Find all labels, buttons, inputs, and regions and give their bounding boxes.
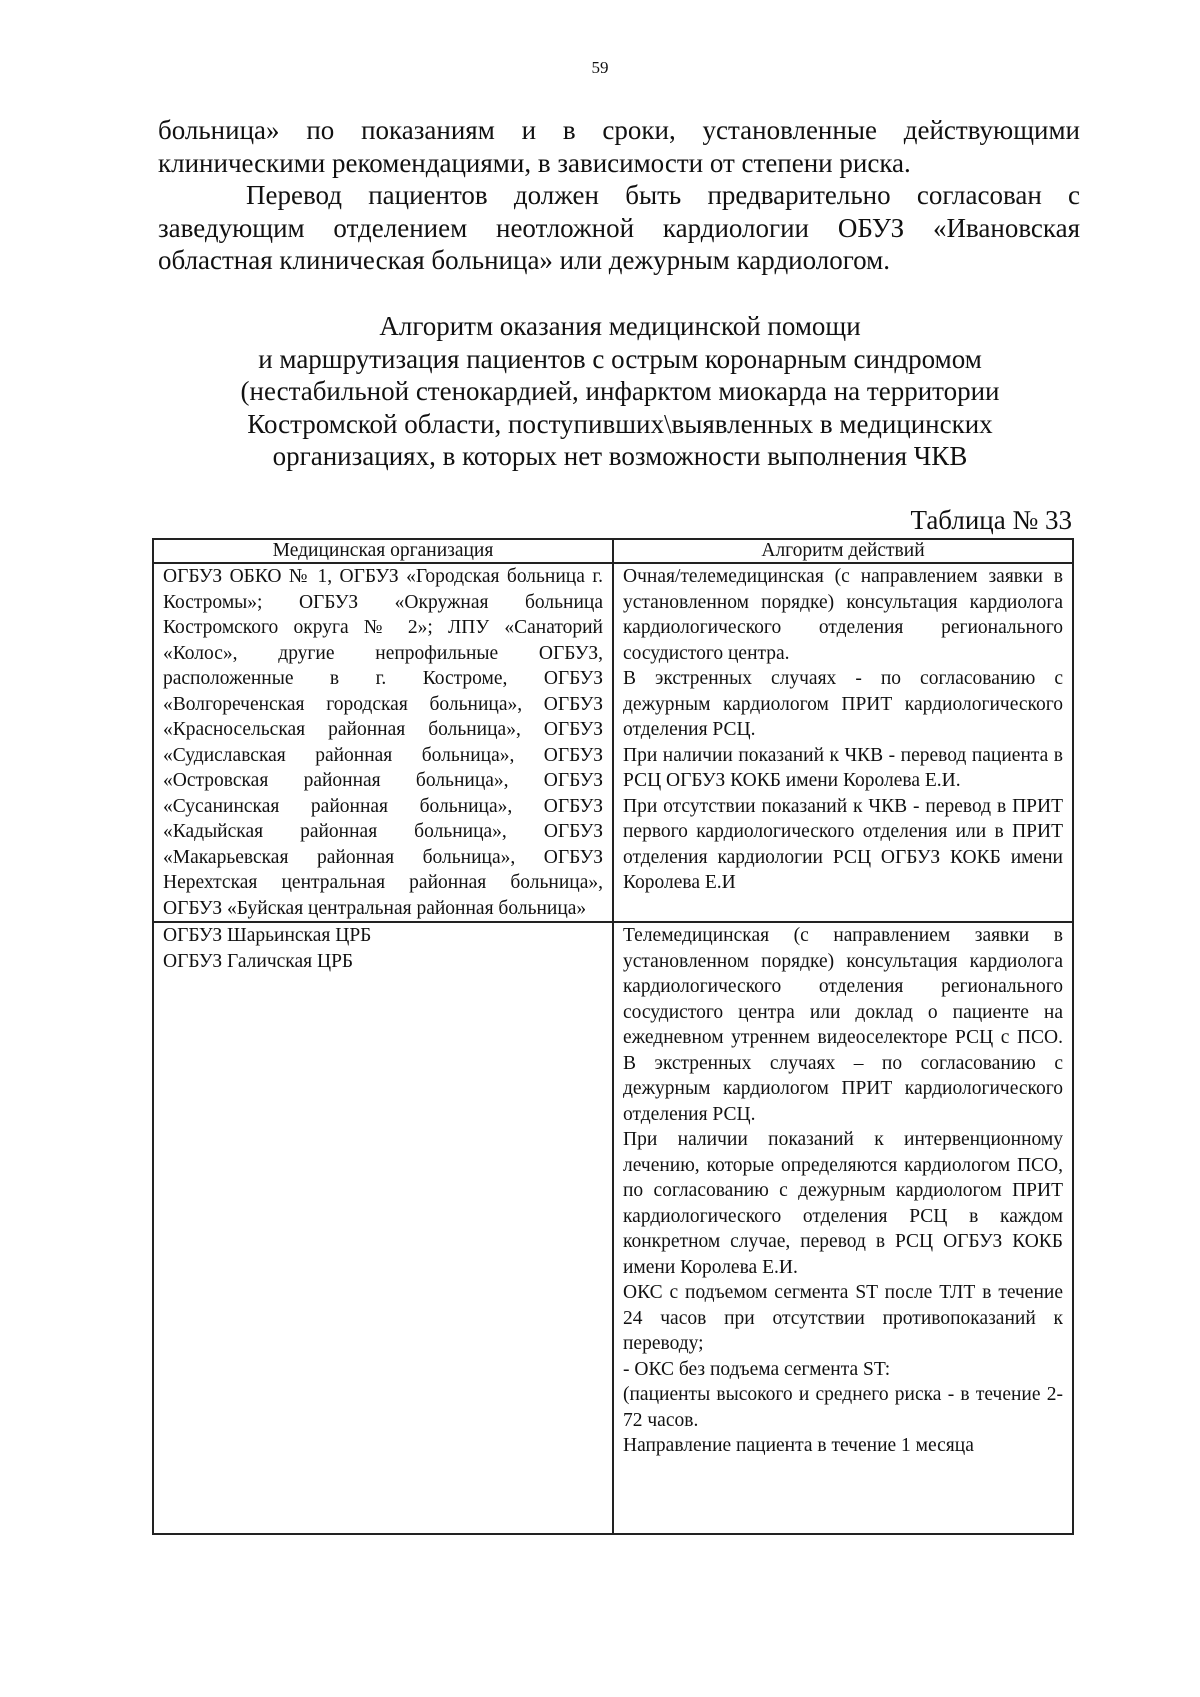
- intro-paragraph-2: Перевод пациентов должен быть предварительно согласован с заведующим отделением неотложной кардиологии ОБУЗ «Ивановская областная клиническая больница» или дежурным кардиологом.: [158, 180, 1080, 275]
- table-row: [153, 922, 1073, 1534]
- algorithm-step: (пациенты высокого и среднего риска - в течение 2-72 часов.: [623, 1384, 1063, 1431]
- intro-paragraph-1: больница» по показаниям и в сроки, установленные действующими клиническими рекомендациями, в зависимости от степени риска.: [158, 115, 1080, 178]
- heading-line-5: организациях, в которых нет возможности выполнения ЧКВ: [272, 441, 968, 471]
- header-organization: Медицинская организация: [153, 539, 613, 563]
- algorithm-step: При отсутствии показаний к ЧКВ - перевод в ПРИТ первого кардиологического отделения или в ПРИТ отделения кардиологии РСЦ ОГБУЗ КОКБ имени Королева Е.И: [623, 795, 1063, 893]
- algorithm-cell: [613, 922, 1073, 1534]
- algorithm-text-block: [623, 923, 1063, 1533]
- algorithm-step: В экстренных случаях - по согласованию с дежурным кардиологом ПРИТ кардиологического отделения РСЦ.: [623, 668, 1063, 740]
- organization-cell: [153, 922, 613, 1534]
- organization-list: ОГБУЗ ОБКО № 1, ОГБУЗ «Городская больница г. Костромы»; ОГБУЗ «Окружная больница Костромского округа № 2»; ЛПУ «Санаторий «Колос», другие непрофильные ОГБУЗ, расположенные в г. Костроме, ОГБУЗ «Волгореченская городская больница», ОГБУЗ «Красносельская районная больница», ОГБУЗ «Судиславская районная больница», ОГБУЗ «Островская районная больница», ОГБУЗ «Сусанинская районная больница», ОГБУЗ «Кадыйская районная больница», ОГБУЗ «Макарьевская районная больница», ОГБУЗ Нерехтская центральная районная больница», ОГБУЗ «Буйская центральная районная больница»: [163, 566, 603, 919]
- heading-line-2: и маршрутизация пациентов с острым коронарным синдромом: [258, 343, 982, 374]
- section-heading: [140, 310, 1100, 473]
- algorithm-step: - ОКС без подъема сегмента ST:: [623, 1358, 891, 1380]
- organization-item: ОГБУЗ Шарьинская ЦРБ: [163, 925, 372, 946]
- heading-line-3: (нестабильной стенокардией, инфарктом миокарда на территории: [240, 376, 1000, 406]
- organization-cell: [153, 563, 613, 922]
- algorithm-step: При наличии показаний к ЧКВ - перевод пациента в РСЦ ОГБУЗ КОКБ имени Королева Е.И.: [623, 744, 1063, 791]
- table-header-row: [153, 539, 1073, 563]
- routing-table: [152, 538, 1074, 1535]
- heading-line-1: Алгоритм оказания медицинской помощи: [379, 311, 861, 341]
- table-row: [153, 563, 1073, 922]
- algorithm-step: При наличии показаний к интервенционному лечению, которые определяются кардиологом ПСО, по согласованию с дежурным кардиологом ПРИТ кардиологического отделения РСЦ в каждом конкретном случае, перевод в РСЦ ОГБУЗ КОКБ имени Королева Е.И.: [623, 1129, 1063, 1278]
- table-label: Таблица № 33: [910, 505, 1072, 535]
- intro-text: [158, 114, 1080, 277]
- page-number: 59: [591, 58, 609, 77]
- algorithm-step: Направление пациента в течение 1 месяца: [623, 1435, 974, 1456]
- algorithm-step: Телемедицинская (с направлением заявки в установленном порядке) консультация кардиолога кардиологического отделения регионального сосудистого центра или доклад о пациенте на ежедневном утреннем видеоселекторе РСЦ с ПСО. В экстренных случаях – по согласованию с дежурным кардиологом ПРИТ кардиологического отделения РСЦ.: [623, 925, 1063, 1125]
- algorithm-step: Очная/телемедицинская (с направлением заявки в установленном порядке) консультация кардиолога кардиологического отделения регионального сосудистого центра.: [623, 566, 1063, 664]
- algorithm-cell: [613, 563, 1073, 922]
- header-algorithm: Алгоритм действий: [613, 539, 1073, 563]
- heading-line-4: Костромской области, поступивших\выявленных в медицинских: [247, 408, 993, 439]
- organization-item: ОГБУЗ Галичская ЦРБ: [163, 950, 354, 972]
- algorithm-step: ОКС с подъемом сегмента ST после ТЛТ в течение 24 часов при отсутствии противопоказаний к переводу;: [623, 1282, 1063, 1354]
